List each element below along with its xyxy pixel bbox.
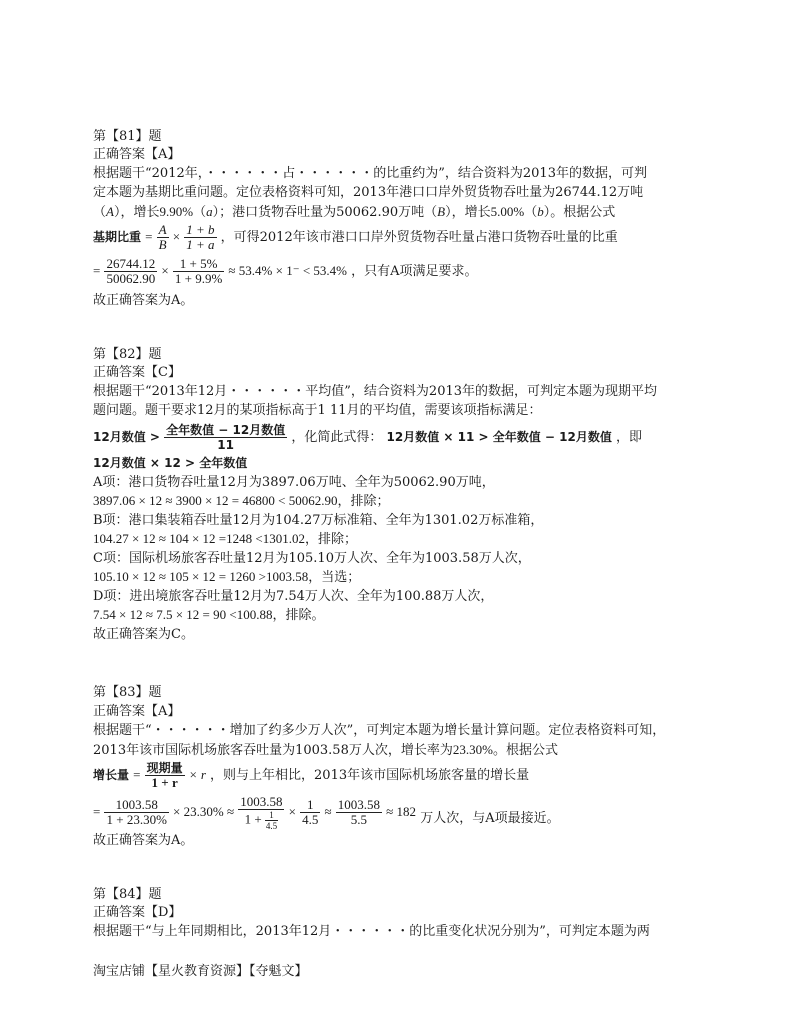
calculation: = $\frac{26744.12}{50062.90}$ × $\frac{1 + 5\%}{1 + 9.9\%}$ ≈ 53.4% × 1⁻ < 53.4% ，只有A项满足要求。 [93, 256, 478, 286]
question-title: 第【83】题 [93, 685, 162, 700]
explanation-line: 根据题干“2013年12月・・・・・・平均值”，结合资料为2013年的数据，可判定本题为现期平均 [93, 384, 658, 399]
correct-answer: 正确答案【A】 [93, 147, 181, 162]
explanation-line: 根据题干“2012年，・・・・・・占・・・・・・的比重约为”，结合资料为2013年的数据，可判 [93, 166, 647, 181]
inequality-formula: 12月数值 > $\frac{\text{全年数值 − 12月数值}}{11}$ ，化简此式得： 12月数值 × 11 > 全年数值 − 12月数值 ，即 [93, 423, 642, 452]
variable-B: B [437, 204, 446, 219]
option-c-calc: 105.10 × 12 ≈ 105 × 12 = 1260 >1003.58，当选； [93, 569, 361, 585]
option-b-text: B项：港口集装箱吞吐量12月为104.27万标准箱、全年为1301.02万标准箱， [93, 513, 544, 528]
growth-rate-b: 5.00% [490, 204, 525, 219]
explanation-line: 根据题干“与上年同期相比，2013年12月・・・・・・的比重变化状况分别为”，可判定本题为两 [93, 924, 650, 939]
option-d-calc: 7.54 × 12 ≈ 7.5 × 12 = 90 <100.88，排除。 [93, 607, 325, 623]
explanation-line: （A），增长9.90%（a）；港口货物吞吐量为50062.90万吨（B），增长5.00%（b）。根据公式 [93, 204, 616, 220]
correct-answer: 正确答案【C】 [93, 365, 181, 380]
final-inequality: 12月数值 × 12 > 全年数值 [93, 456, 248, 470]
growth-rate-a: 9.90% [159, 204, 194, 219]
correct-answer: 正确答案【A】 [93, 704, 181, 719]
question-title: 第【82】题 [93, 347, 162, 362]
growth-rate: 23.30% [452, 742, 493, 757]
conclusion: 故正确答案为A。 [93, 293, 194, 308]
variable-a: a [206, 204, 213, 219]
formula-growth: 增长量 = $\frac{\text{现期量}}{1 + r}$ × r ，则与上年相比，2013年该市国际机场旅客量的增长量 [93, 761, 530, 790]
conclusion: 故正确答案为A。 [93, 833, 194, 848]
explanation-line: 定本题为基期比重问题。定位表格资料可知，2013年港口口岸外贸货物吞吐量为26744.12万吨 [93, 185, 644, 200]
question-title: 第【81】题 [93, 129, 162, 144]
option-c-text: C项：国际机场旅客吞吐量12月为105.10万人次、全年为1003.58万人次， [93, 551, 531, 566]
calculation: = $\frac{1003.58}{1 + 23.30\%}$ × 23.30% ≈ 1003.58 1 + $\frac{1}{4.5}$ × $\frac{1}{4.5}$ ≈ $\frac{1003.58}{5.5}$ ≈ 182 万人次，与A项最接近。 [93, 793, 560, 831]
explanation-line: 2013年该市国际机场旅客吞吐量为1003.58万人次，增长率为23.30%。根据公式 [93, 742, 558, 758]
footer-shop-note: 淘宝店铺【星火教育资源】【夺魁文】 [93, 964, 308, 979]
option-d-text: D项：进出境旅客吞吐量12月为7.54万人次、全年为100.88万人次， [93, 589, 494, 604]
formula-base-share: 基期比重 = $\frac{A}{B}$ × $\frac{1 + b}{1 + a}$ ，可得2012年该市港口口岸外贸货物吞吐量占港口货物吞吐量的比重 [93, 222, 618, 252]
variable-A: A [106, 204, 114, 219]
question-title: 第【84】题 [93, 887, 162, 902]
option-b-calc: 104.27 × 12 ≈ 104 × 12 =1248 <1301.02，排除； [93, 531, 357, 547]
correct-answer: 正确答案【D】 [93, 905, 182, 920]
conclusion: 故正确答案为C。 [93, 627, 194, 642]
variable-b: b [537, 204, 544, 219]
option-a-text: A项：港口货物吞吐量12月为3897.06万吨、全年为50062.90万吨， [93, 475, 495, 490]
explanation-line: 题问题。题干要求12月的某项指标高于1 11月的平均值，需要该项指标满足： [93, 403, 542, 418]
explanation-line: 根据题干“・・・・・・增加了约多少万人次”，可判定本题为增长量计算问题。定位表格资料可知， [93, 723, 666, 738]
option-a-calc: 3897.06 × 12 ≈ 3900 × 12 = 46800 < 50062.90，排除； [93, 493, 390, 509]
